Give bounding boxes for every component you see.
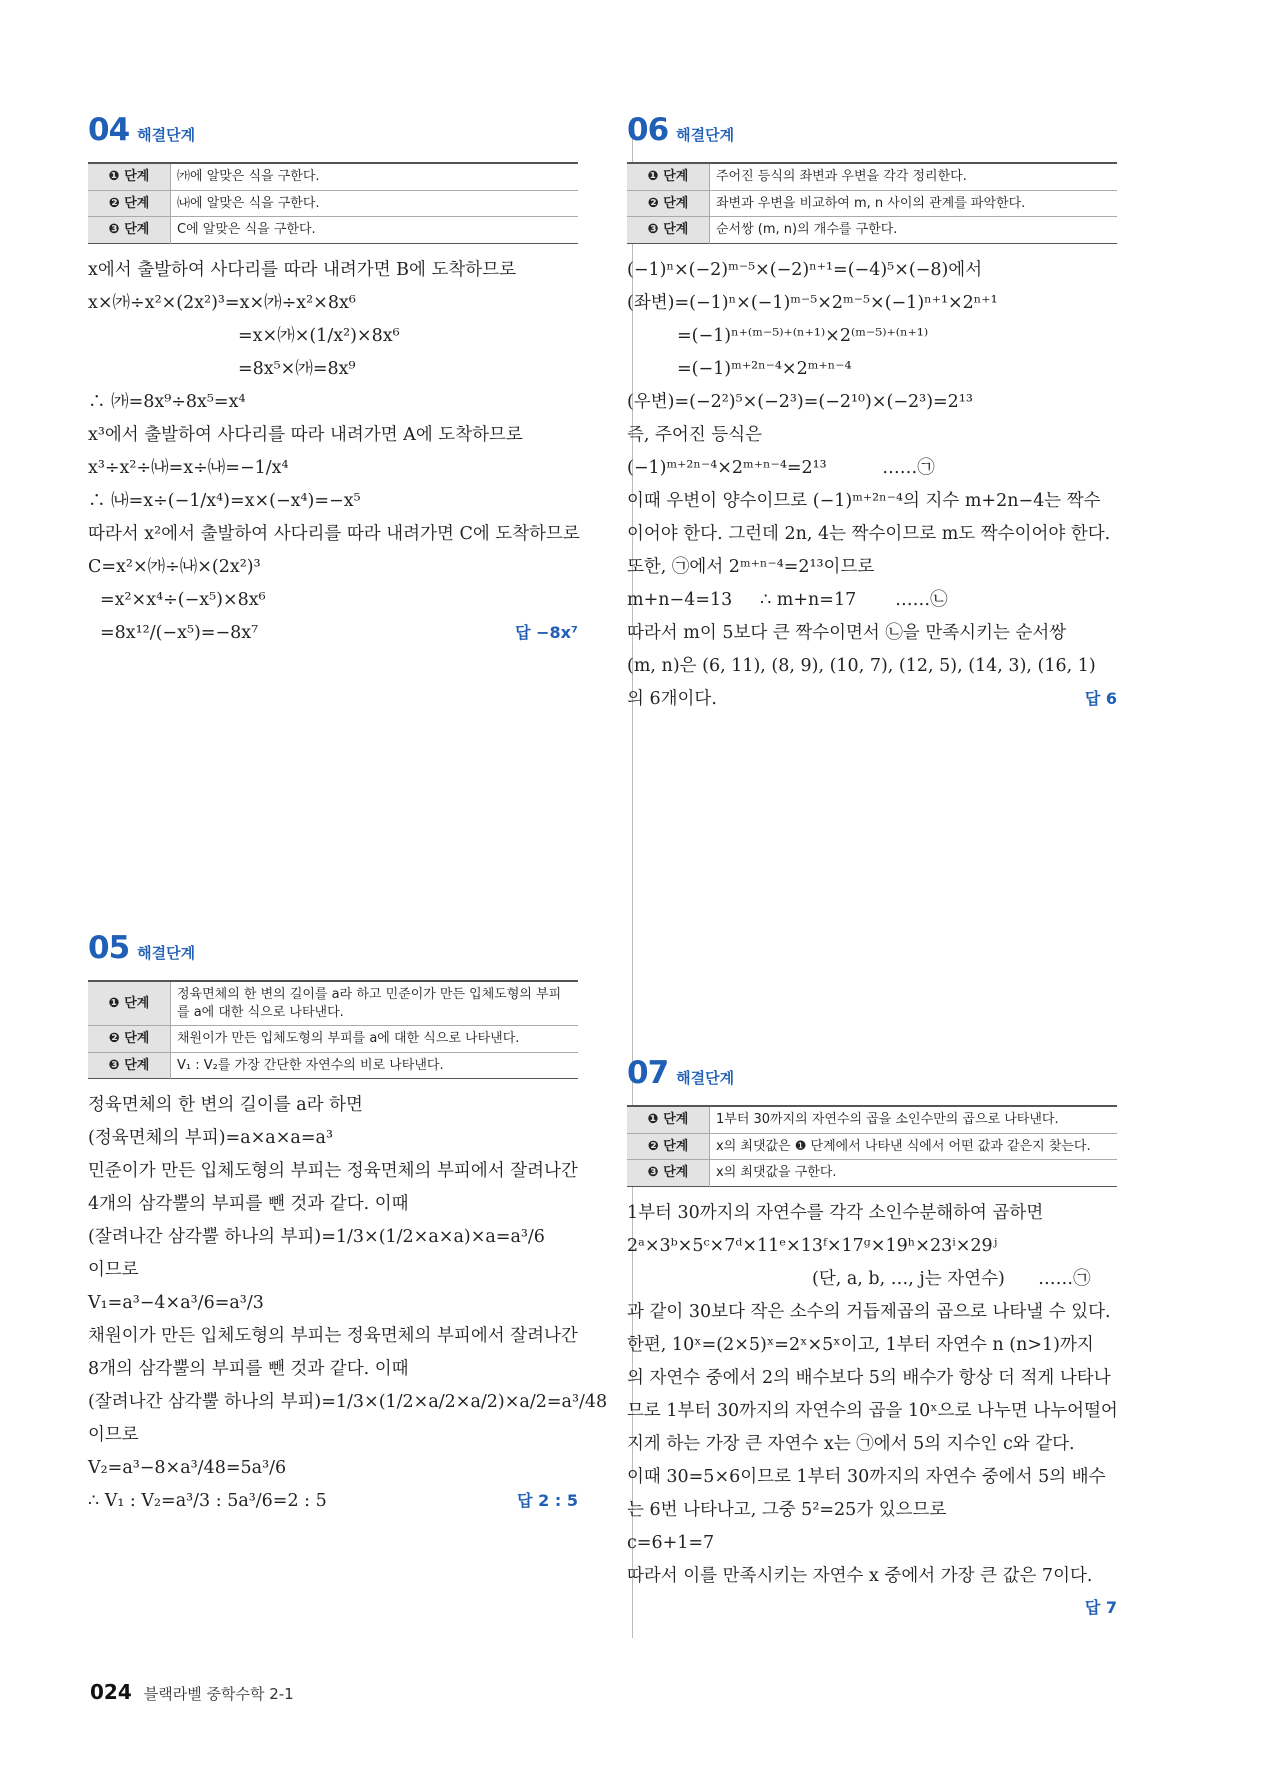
solution-body bbox=[88, 1089, 608, 1518]
step-tag: ❸ 단계 bbox=[627, 1160, 710, 1187]
step-row bbox=[627, 1160, 1117, 1187]
step-tag: ❸ 단계 bbox=[88, 1052, 171, 1079]
page-number: 024 bbox=[90, 1680, 132, 1704]
answer-row bbox=[627, 1593, 1117, 1623]
section-04 bbox=[88, 112, 578, 650]
answer: 답 2 : 5 bbox=[517, 1491, 578, 1511]
step-row bbox=[88, 981, 578, 1026]
solution-line: 채원이가 만든 입체도형의 부피는 정육면체의 부피에서 잘려나간 bbox=[88, 1326, 578, 1347]
solution-line: 이때 30=5×6이므로 1부터 30까지의 자연수 중에서 5의 배수 bbox=[627, 1466, 1106, 1487]
solution-line: =(−1)ᵐ⁺²ⁿ⁻⁴×2ᵐ⁺ⁿ⁻⁴ bbox=[677, 358, 852, 379]
solution-line: 한편, 10ˣ=(2×5)ˣ=2ˣ×5ˣ이고, 1부터 자연수 n (n>1)까지 bbox=[627, 1334, 1094, 1355]
solution-line: 8개의 삼각뿔의 부피를 뺀 것과 같다. 이때 bbox=[88, 1359, 409, 1380]
solution-line: x³÷x²÷㈏=x÷㈏=−1/x⁴ bbox=[88, 457, 289, 478]
solution-line: ∴ ㈏=x÷(−1/x⁴)=x×(−x⁴)=−x⁵ bbox=[88, 490, 361, 511]
steps-table bbox=[88, 162, 578, 244]
solution-line: 따라서 m이 5보다 큰 짝수이면서 ㉡을 만족시키는 순서쌍 bbox=[627, 622, 1067, 643]
solution-line: 민준이가 만든 입체도형의 부피는 정육면체의 부피에서 잘려나간 bbox=[88, 1161, 578, 1182]
solution-line: =x²×x⁴÷(−x⁵)×8x⁶ bbox=[100, 589, 266, 610]
step-text: 정육면체의 한 변의 길이를 a라 하고 민준이가 만든 입체도형의 부피를 a에 대한 식으로 나타낸다. bbox=[171, 981, 579, 1026]
book-title: 블랙라벨 중학수학 2-1 bbox=[143, 1685, 294, 1703]
section-07 bbox=[627, 1055, 1117, 1623]
step-text: V₁ : V₂를 가장 간단한 자연수의 비로 나타낸다. bbox=[177, 1057, 444, 1073]
solution-line: 또한, ㉠에서 2ᵐ⁺ⁿ⁻⁴=2¹³이므로 bbox=[627, 556, 875, 577]
step-text: 1부터 30까지의 자연수의 곱을 소인수만의 곱으로 나타낸다. bbox=[710, 1106, 1118, 1133]
solution-line: 므로 1부터 30까지의 자연수의 곱을 10ˣ으로 나누면 나누어떨어 bbox=[627, 1400, 1118, 1421]
section-header bbox=[88, 112, 578, 148]
step-text: ㈏에 알맞은 식을 구한다. bbox=[171, 190, 579, 217]
step-tag: ❶ 단계 bbox=[627, 163, 710, 190]
section-number: 07 bbox=[627, 1055, 669, 1091]
solution-line: 따라서 이를 만족시키는 자연수 x 중에서 가장 큰 값은 7이다. bbox=[627, 1565, 1093, 1586]
step-tag: ❶ 단계 bbox=[88, 163, 171, 190]
section-06 bbox=[627, 112, 1117, 716]
step-text: x의 최댓값은 ❶ 단계에서 나타낸 식에서 어떤 값과 같은지 찾는다. bbox=[710, 1133, 1118, 1160]
solution-line: (잘려나간 삼각뿔 하나의 부피)=1/3×(1/2×a/2×a/2)×a/2=a³/48 bbox=[88, 1392, 608, 1413]
step-row bbox=[88, 163, 578, 190]
step-row bbox=[627, 217, 1117, 244]
section-label: 해결단계 bbox=[137, 126, 196, 144]
solution-line: (m, n)은 (6, 11), (8, 9), (10, 7), (12, 5), (14, 3), (16, 1) bbox=[627, 655, 1096, 676]
section-number: 05 bbox=[88, 930, 130, 966]
section-header bbox=[627, 1055, 1117, 1091]
steps-table bbox=[88, 980, 578, 1079]
step-tag: ❸ 단계 bbox=[88, 217, 171, 244]
solution-line: 이어야 한다. 그런데 2n, 4는 짝수이므로 m도 짝수이어야 한다. bbox=[627, 523, 1111, 544]
section-header bbox=[88, 930, 578, 966]
solution-line: =8x⁵×㈎=8x⁹ bbox=[238, 358, 356, 379]
step-tag: ❷ 단계 bbox=[88, 1026, 171, 1053]
answer: 답 6 bbox=[1084, 688, 1117, 708]
answer: 답 7 bbox=[1084, 1597, 1117, 1617]
solution-line: =8x¹²/(−x⁵)=−8x⁷ bbox=[100, 622, 259, 643]
solution-line: 지게 하는 가장 큰 자연수 x는 ㉠에서 5의 지수인 c와 같다. bbox=[627, 1433, 1075, 1454]
step-text: C에 알맞은 식을 구한다. bbox=[177, 222, 316, 238]
section-label: 해결단계 bbox=[676, 1069, 735, 1087]
solution-body bbox=[627, 1197, 1117, 1623]
final-line bbox=[627, 683, 1117, 716]
step-text: ㈎에 알맞은 식을 구한다. bbox=[171, 163, 579, 190]
page-footer bbox=[90, 1680, 294, 1704]
solution-line: 즉, 주어진 등식은 bbox=[627, 424, 763, 445]
step-tag: ❷ 단계 bbox=[88, 190, 171, 217]
solution-line: c=6+1=7 bbox=[627, 1532, 715, 1553]
solution-line: 이므로 bbox=[88, 1260, 139, 1281]
solution-line: 이때 우변이 양수이므로 (−1)ᵐ⁺²ⁿ⁻⁴의 지수 m+2n−4는 짝수 bbox=[627, 490, 1101, 511]
solution-line: 이므로 bbox=[88, 1425, 139, 1446]
step-tag: ❸ 단계 bbox=[627, 217, 710, 244]
solution-line: 과 같이 30보다 작은 소수의 거듭제곱의 곱으로 나타낼 수 있다. bbox=[627, 1301, 1111, 1322]
solution-line: m+n−4=13 ∴ m+n=17 ……㉡ bbox=[627, 589, 948, 610]
final-line bbox=[88, 617, 578, 650]
section-05 bbox=[88, 930, 608, 1518]
solution-line: x³에서 출발하여 사다리를 따라 내려가면 A에 도착하므로 bbox=[88, 424, 523, 445]
solution-line: (정육면체의 부피)=a×a×a=a³ bbox=[88, 1128, 333, 1149]
solution-line: (좌변)=(−1)ⁿ×(−1)ᵐ⁻⁵×2ᵐ⁻⁵×(−1)ⁿ⁺¹×2ⁿ⁺¹ bbox=[627, 292, 998, 313]
step-text: 순서쌍 (m, n)의 개수를 구한다. bbox=[716, 222, 898, 238]
solution-line: 정육면체의 한 변의 길이를 a라 하면 bbox=[88, 1095, 363, 1116]
step-row bbox=[627, 163, 1117, 190]
step-tag: ❷ 단계 bbox=[627, 1133, 710, 1160]
step-row bbox=[627, 1133, 1117, 1160]
section-label: 해결단계 bbox=[137, 944, 196, 962]
solution-line: x×㈎÷x²×(2x²)³=x×㈎÷x²×8x⁶ bbox=[88, 292, 356, 313]
step-text: 좌변과 우변을 비교하여 m, n 사이의 관계를 파악한다. bbox=[710, 190, 1118, 217]
section-header bbox=[627, 112, 1117, 148]
solution-line: 1부터 30까지의 자연수를 각각 소인수분해하여 곱하면 bbox=[627, 1202, 1044, 1223]
step-row bbox=[627, 1106, 1117, 1133]
solution-body bbox=[627, 254, 1117, 716]
solution-line: V₂=a³−8×a³/48=5a³/6 bbox=[88, 1458, 287, 1479]
solution-line: (잘려나간 삼각뿔 하나의 부피)=1/3×(1/2×a×a)×a=a³/6 bbox=[88, 1227, 545, 1248]
solution-line: (단, a, b, …, j는 자연수) ……㉠ bbox=[812, 1268, 1091, 1289]
step-row bbox=[88, 217, 578, 244]
step-row bbox=[88, 1052, 578, 1079]
solution-line: V₁=a³−4×a³/6=a³/3 bbox=[88, 1293, 264, 1314]
solution-line: 4개의 삼각뿔의 부피를 뺀 것과 같다. 이때 bbox=[88, 1194, 409, 1215]
section-number: 04 bbox=[88, 112, 130, 148]
solution-line: (−1)ⁿ×(−2)ᵐ⁻⁵×(−2)ⁿ⁺¹=(−4)⁵×(−8)에서 bbox=[627, 259, 983, 280]
solution-line: ∴ V₁ : V₂=a³/3 : 5a³/6=2 : 5 bbox=[88, 1491, 327, 1512]
steps-table bbox=[627, 1105, 1117, 1187]
step-text: 주어진 등식의 좌변과 우변을 각각 정리한다. bbox=[710, 163, 1118, 190]
step-row bbox=[88, 1026, 578, 1053]
solution-line: 따라서 x²에서 출발하여 사다리를 따라 내려가면 C에 도착하므로 bbox=[88, 523, 580, 544]
solution-line: =(−1)ⁿ⁺⁽ᵐ⁻⁵⁾⁺⁽ⁿ⁺¹⁾×2⁽ᵐ⁻⁵⁾⁺⁽ⁿ⁺¹⁾ bbox=[677, 325, 929, 346]
solution-line: =x×㈎×(1/x²)×8x⁶ bbox=[238, 325, 400, 346]
solution-line: 의 자연수 중에서 2의 배수보다 5의 배수가 항상 더 적게 나타나 bbox=[627, 1367, 1111, 1388]
solution-line: C=x²×㈎÷㈏×(2x²)³ bbox=[88, 556, 261, 577]
solution-line: (−1)ᵐ⁺²ⁿ⁻⁴×2ᵐ⁺ⁿ⁻⁴=2¹³ ……㉠ bbox=[627, 457, 935, 478]
step-tag: ❶ 단계 bbox=[88, 981, 171, 1026]
section-label: 해결단계 bbox=[676, 126, 735, 144]
steps-table bbox=[627, 162, 1117, 244]
section-number: 06 bbox=[627, 112, 669, 148]
final-line bbox=[88, 1485, 578, 1518]
answer: 답 −8x⁷ bbox=[515, 622, 578, 642]
solution-line: 의 6개이다. bbox=[627, 688, 717, 709]
step-text: x의 최댓값을 구한다. bbox=[716, 1165, 837, 1181]
step-row bbox=[88, 190, 578, 217]
solution-line: ∴ ㈎=8x⁹÷8x⁵=x⁴ bbox=[88, 391, 246, 412]
step-tag: ❶ 단계 bbox=[627, 1106, 710, 1133]
step-row bbox=[627, 190, 1117, 217]
solution-line: 2ᵃ×3ᵇ×5ᶜ×7ᵈ×11ᵉ×13ᶠ×17ᵍ×19ʰ×23ⁱ×29ʲ bbox=[627, 1235, 998, 1256]
step-text: 채원이가 만든 입체도형의 부피를 a에 대한 식으로 나타낸다. bbox=[171, 1026, 579, 1053]
step-tag: ❷ 단계 bbox=[627, 190, 710, 217]
solution-line: (우변)=(−2²)⁵×(−2³)=(−2¹⁰)×(−2³)=2¹³ bbox=[627, 391, 973, 412]
solution-body bbox=[88, 254, 578, 650]
solution-line: 는 6번 나타나고, 그중 5²=25가 있으므로 bbox=[627, 1499, 947, 1520]
solution-line: x에서 출발하여 사다리를 따라 내려가면 B에 도착하므로 bbox=[88, 259, 517, 280]
